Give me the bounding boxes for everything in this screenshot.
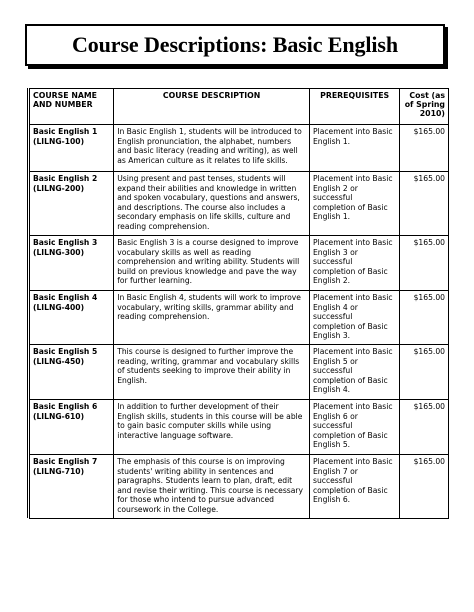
table-row xyxy=(30,400,449,455)
course-description: In Basic English 4, students will work to improve vocabulary, writing skills, grammar ability and reading comprehension. xyxy=(114,291,310,345)
course-code: (LILNG-300) xyxy=(33,247,85,257)
course-name-cell xyxy=(30,400,114,455)
course-prerequisites: Placement into Basic English 4 or successful completion of Basic English 3. xyxy=(310,291,400,345)
table-row xyxy=(30,455,449,519)
course-description: In Basic English 1, students will be introduced to English pronunciation, the alphabet, numbers and basic literacy (reading and writing), as well as American culture as it relates to life skills. xyxy=(114,125,310,172)
page-title: Course Descriptions: Basic English xyxy=(25,24,445,66)
course-name: Basic English 4 xyxy=(33,293,98,302)
course-code: (LILNG-450) xyxy=(33,356,85,366)
course-name-cell xyxy=(30,172,114,236)
course-prerequisites: Placement into Basic English 6 or successful completion of Basic English 5. xyxy=(310,400,400,455)
course-cost: $165.00 xyxy=(400,455,449,519)
course-cost: $165.00 xyxy=(400,236,449,291)
course-name: Basic English 6 xyxy=(33,402,98,411)
course-cost: $165.00 xyxy=(400,291,449,345)
table-row xyxy=(30,125,449,172)
course-prerequisites: Placement into Basic English 5 or successful completion of Basic English 4. xyxy=(310,345,400,400)
course-name-cell xyxy=(30,291,114,345)
course-cost: $165.00 xyxy=(400,172,449,236)
table-row xyxy=(30,236,449,291)
course-description: Using present and past tenses, students will expand their abilities and knowledge in written and spoken vocabulary, questions and answers, and descriptions. The course also includes a secondary emphasis on life skills, culture and reading comprehension. xyxy=(114,172,310,236)
course-prerequisites: Placement into Basic English 7 or successful completion of Basic English 6. xyxy=(310,455,400,519)
course-rows xyxy=(30,125,449,519)
table-row xyxy=(30,172,449,236)
header-course-name: COURSE NAME AND NUMBER xyxy=(30,89,114,125)
course-cost: $165.00 xyxy=(400,400,449,455)
course-prerequisites: Placement into Basic English 2 or successful completion of Basic English 1. xyxy=(310,172,400,236)
left-margin-rule xyxy=(27,88,28,518)
course-name-cell xyxy=(30,345,114,400)
course-prerequisites: Placement into Basic English 3 or successful completion of Basic English 2. xyxy=(310,236,400,291)
course-code: (LILNG-200) xyxy=(33,183,85,193)
header-cost: Cost (as of Spring 2010) xyxy=(400,89,449,125)
course-name: Basic English 1 xyxy=(33,127,98,136)
course-name: Basic English 3 xyxy=(33,238,98,247)
course-cost: $165.00 xyxy=(400,125,449,172)
course-name-cell xyxy=(30,236,114,291)
course-code: (LILNG-100) xyxy=(33,136,85,146)
document-page xyxy=(25,24,449,562)
table-row xyxy=(30,345,449,400)
course-description: The emphasis of this course is on improving students' writing ability in sentences and paragraphs. Students learn to plan, draft, edit and revise their writing. This course is necessary for those who intend to pursue advanced coursework in the College. xyxy=(114,455,310,519)
course-prerequisites: Placement into Basic English 1. xyxy=(310,125,400,172)
course-description: Basic English 3 is a course designed to improve vocabulary skills as well as reading comprehension and writing ability. Students will build on previous knowledge and pave the way for further learning. xyxy=(114,236,310,291)
course-name: Basic English 2 xyxy=(33,174,98,183)
course-description: This course is designed to further improve the reading, writing, grammar and vocabulary skills of students seeking to improve their ability in English. xyxy=(114,345,310,400)
course-cost: $165.00 xyxy=(400,345,449,400)
course-code: (LILNG-710) xyxy=(33,466,85,476)
course-name: Basic English 5 xyxy=(33,347,98,356)
course-name-cell xyxy=(30,125,114,172)
header-course-description: COURSE DESCRIPTION xyxy=(114,89,310,125)
course-description: In addition to further development of their English skills, students in this course will be able to gain basic computer skills while using interactive language software. xyxy=(114,400,310,455)
course-name: Basic English 7 xyxy=(33,457,98,466)
header-prerequisites: PREREQUISITES xyxy=(310,89,400,125)
course-table xyxy=(29,88,449,519)
table-row xyxy=(30,291,449,345)
course-code: (LILNG-400) xyxy=(33,302,85,312)
table-header-row xyxy=(30,89,449,125)
course-code: (LILNG-610) xyxy=(33,411,85,421)
course-name-cell xyxy=(30,455,114,519)
